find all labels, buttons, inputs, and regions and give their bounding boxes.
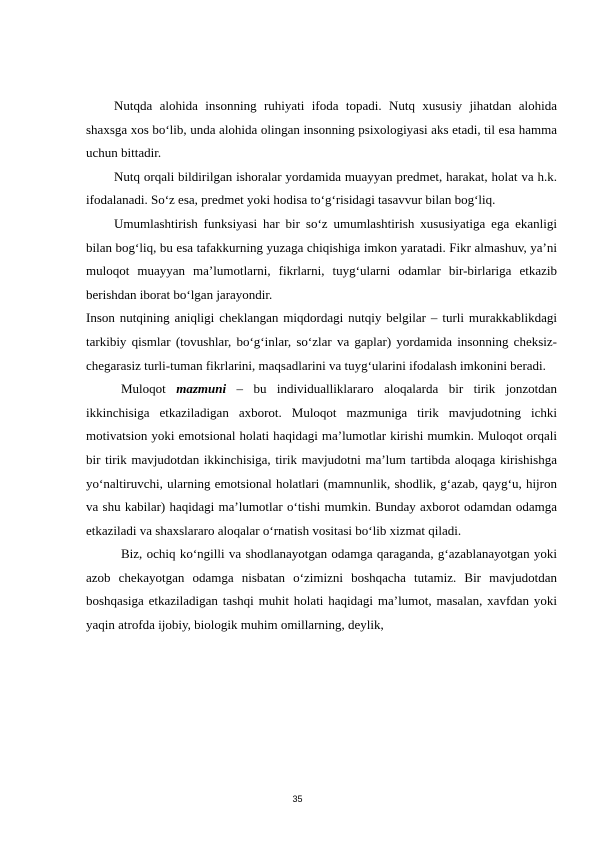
emphasis-term: mazmuni — [176, 381, 227, 397]
paragraph-4: Inson nutqining aniqligi cheklangan miqdordagi nutqiy belgilar – turli murakkablikdagi tarkibiy qismlar (tovushlar, bo‘g‘inlar, so‘zlar va gaplar) yordamida insonning cheksiz-chegarasiz turli-tuman fikrlarini, maqsadlarini va tuyg‘ularini ifodalash imkonini beradi. — [86, 310, 557, 373]
paragraph-2: Nutq orqali bildirilgan ishoralar yordamida muayyan predmet, harakat, holat va h.k. ifodalanadi. So‘z esa, predmet yoki hodisa to‘g‘risidagi tasavvur bilan bog‘liq. — [86, 168, 557, 208]
paragraph-6: Biz, ochiq ko‘ngilli va shodlanayotgan odamga qaraganda, g‘azablanayotgan yoki azob chekayotgan odamga nisbatan o‘zimizni boshqacha tutamiz. Bir mavjudotdan boshqasiga etkaziladigan tashqi muhit holati haqidagi ma’lumot, masalan, xavfdan yoki yaqin atrofda ijobiy, biologik muhim omillarning, deylik, — [86, 546, 557, 633]
paragraph-5-rest: – bu individualliklararo aloqalarda bir tirik jonzotdan ikkinchisiga etkaziladigan axborot. Muloqot mazmuniga tirik mavjudotning ichki motivatsion yoki emotsional holati haqidagi ma’lumotlar kirishi mumkin. Muloqot orqali bir tirik mavjudotdan ikkinchisiga, tirik mavjudotni ma’lum tartibda aloqaga kirishishga yo‘naltiruvchi, ularning emotsional holatlari (mamnunlik, shodlik, g‘azab, qayg‘u, hijron va shu kabilar) haqidagi ma’lumotlar o‘tishi mumkin. Bunday axborot odamdan odamga etkaziladi va shaxslararo aloqalar o‘rnatish vositasi bo‘lib xizmat qiladi. — [86, 381, 557, 538]
paragraph-5 — [86, 377, 557, 542]
paragraph-5-lead: Muloqot — [121, 381, 177, 397]
page-number: 35 — [292, 794, 303, 804]
paragraph-1: Nutqda alohida insonning ruhiyati ifoda topadi. Nutq xususiy jihatdan alohida shaxsga xos bo‘lib, unda alohida olingan insonning psixologiyasi aks etadi, til esa hamma uchun bittadir. — [86, 98, 557, 161]
paragraph-3: Umumlashtirish funksiyasi har bir so‘z umumlashtirish xususiyatiga ega ekanligi bilan bog‘liq, bu esa tafakkurning yuzaga chiqishiga imkon yaratadi. Fikr almashuv, ya’ni muloqot muayyan ma’lumotlarni, fikrlarni, tuyg‘ularni odamlar bir-birlariga etkazib berishdan iborat bo‘lgan jarayondir. — [86, 215, 557, 302]
body-text — [86, 94, 557, 637]
